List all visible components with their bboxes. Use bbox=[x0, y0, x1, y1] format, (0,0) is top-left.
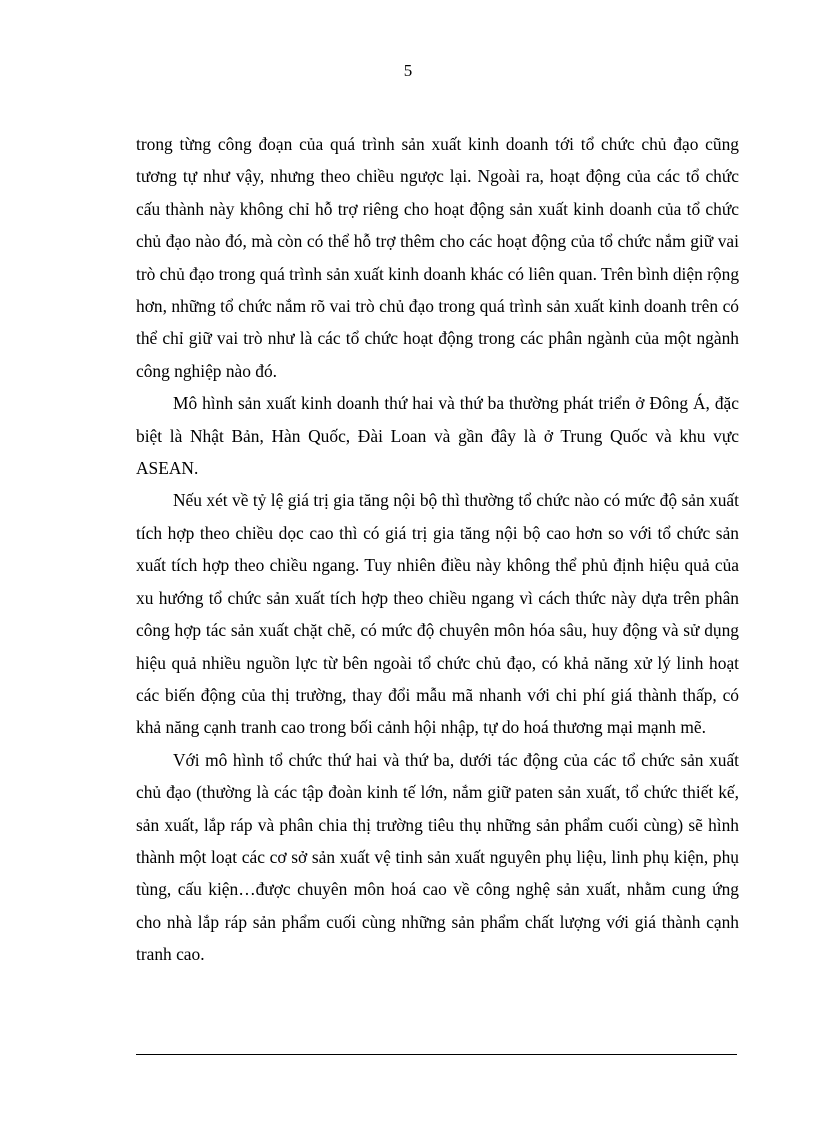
text-line: tổ chức thiết kế, sản xuất, lắp ráp và phân chia thị trường tiêu thụ những sản bbox=[136, 782, 739, 835]
text-line: đạo trong quá trình sản xuất kinh doanh trên có thể chỉ giữ vai trò như là các bbox=[136, 296, 739, 349]
text-line: nguyên phụ liệu, linh phụ kiện, phụ tùng, cấu kiện…được chuyên môn hoá bbox=[136, 846, 739, 900]
paragraph-3 bbox=[136, 484, 739, 743]
text-line: sản xuất chủ đạo (thường là các tập đoàn kinh tế lớn, nắm giữ paten sản xuất, bbox=[136, 749, 739, 803]
text-line: trong từng công đoạn của quá trình sản xuất kinh doanh tới tổ chức chủ đạo bbox=[136, 134, 699, 154]
text-line: Với mô hình tổ chức thứ hai và thứ ba, dưới tác động của các tổ chức bbox=[173, 749, 675, 770]
paragraph-4 bbox=[136, 744, 739, 971]
text-line: với tổ chức sản xuất tích hợp theo chiều ngang. Tuy nhiên điều này không thể bbox=[136, 522, 739, 576]
text-line: sản xuất tích hợp theo chiều dọc cao thì có giá trị gia tăng nội bộ cao hơn so bbox=[136, 490, 739, 543]
text-line: cách thức này dựa trên phân công hợp tác sản xuất chặt chẽ, có mức độ bbox=[136, 587, 739, 641]
text-line: doanh của tổ chức chủ đạo nào đó, mà còn có thể hỗ trợ thêm cho các hoạt bbox=[136, 198, 739, 252]
text-line: tổ chức hoạt động trong các phân ngành của một ngành công nghiệp nào đó. bbox=[136, 328, 739, 381]
text-line: cùng những sản phẩm chất lượng với giá thành cạnh tranh cao. bbox=[136, 911, 740, 965]
page-number: 5 bbox=[403, 61, 413, 80]
text-line: khu vực ASEAN. bbox=[136, 425, 739, 479]
text-line: cao về công nghệ sản xuất, nhằm cung ứng cho nhà lắp ráp sản phẩm cuối bbox=[136, 879, 739, 932]
text-line: ngoài tổ chức chủ đạo, có khả năng xử lý linh hoạt các biến động của thị bbox=[136, 652, 739, 705]
text-line: cũng tương tự như vậy, nhưng theo chiều ngược lại. Ngoài ra, hoạt động của bbox=[136, 134, 739, 187]
text-line: các tổ chức cấu thành này không chỉ hỗ trợ riêng cho hoạt động sản xuất kinh bbox=[136, 166, 740, 219]
paragraph-2 bbox=[136, 387, 739, 484]
text-line: Mô hình sản xuất kinh doanh thứ hai và thứ ba thường phát triển ở Đông bbox=[173, 393, 689, 414]
text-line: chuyên môn hóa sâu, huy động và sử dụng hiệu quả nhiều nguồn lực từ bên bbox=[136, 620, 739, 673]
text-line: tranh cao trong bối cảnh hội nhập, tự do hoá thương mại mạnh mẽ. bbox=[240, 717, 706, 738]
text-line: Nếu xét về tỷ lệ giá trị gia tăng nội bộ thì thường tổ chức nào có mức độ bbox=[173, 490, 678, 511]
text-line: khác có liên quan. Trên bình diện rộng hơn, những tổ chức nắm rõ vai trò chủ bbox=[136, 263, 740, 317]
document-body bbox=[136, 128, 739, 971]
text-line: trường, thay đổi mẫu mã nhanh với chi phí giá thành thấp, có khả năng cạnh bbox=[136, 684, 739, 738]
text-line: phủ định hiệu quả của xu hướng tổ chức sản xuất tích hợp theo chiều ngang vì bbox=[136, 555, 739, 608]
text-line: động của tổ chức nắm giữ vai trò chủ đạo trong quá trình sản xuất kinh doanh bbox=[136, 231, 739, 284]
footer-rule bbox=[136, 1054, 737, 1055]
text-line: phẩm cuối cùng) sẽ hình thành một loạt các cơ sở sản xuất vệ tinh sản xuất bbox=[136, 814, 739, 867]
paragraph-1 bbox=[136, 128, 739, 387]
text-line: Á, đặc biệt là Nhật Bản, Hàn Quốc, Đài Loan và gần đây là ở Trung Quốc và bbox=[136, 393, 739, 446]
